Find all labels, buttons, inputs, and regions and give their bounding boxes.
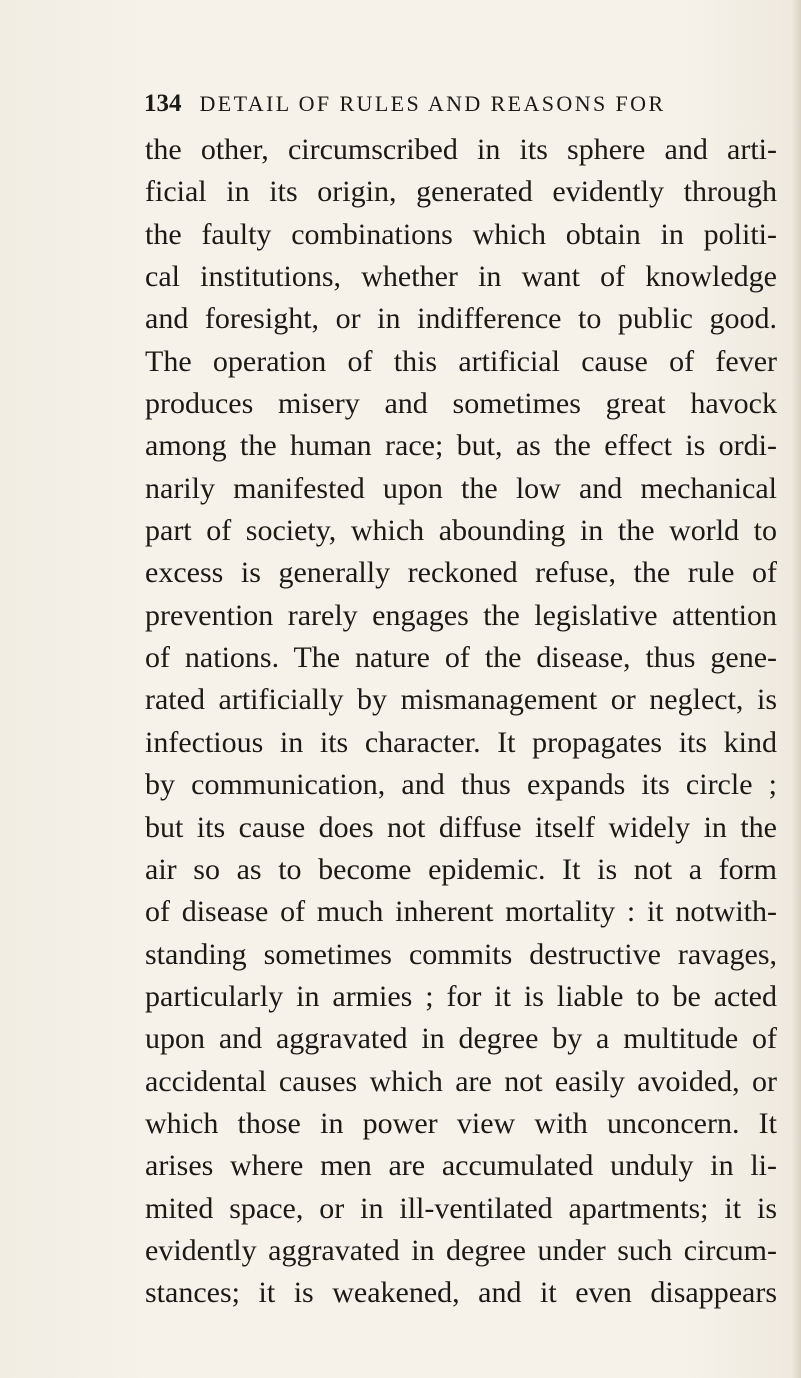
text-line: accidental causes which are not easily avoided, or bbox=[145, 1064, 777, 1098]
text-line: ficial in its origin, generated evidently through bbox=[145, 175, 777, 209]
running-title: DETAIL OF RULES AND REASONS FOR bbox=[199, 91, 666, 116]
text-line: by communication, and thus expands its circle ; bbox=[145, 768, 777, 802]
text-line: which those in power view with unconcern. It bbox=[145, 1106, 777, 1140]
text-line: air so as to become epidemic. It is not a form bbox=[145, 852, 777, 886]
text-line: mited space, or in ill-ventilated apartments; it is bbox=[145, 1191, 777, 1225]
text-line: upon and aggravated in degree by a multitude of bbox=[145, 1022, 777, 1056]
text-line: but its cause does not diffuse itself widely in the bbox=[145, 810, 777, 844]
body-text bbox=[145, 129, 777, 1315]
text-line: part of society, which abounding in the world to bbox=[145, 514, 777, 548]
text-line: excess is generally reckoned refuse, the rule of bbox=[145, 556, 777, 590]
text-line: among the human race; but, as the effect is ordi- bbox=[145, 429, 777, 463]
text-line: infectious in its character. It propagates its kind bbox=[145, 725, 777, 759]
text-line: cal institutions, whether in want of knowledge bbox=[145, 260, 777, 294]
text-line: the faulty combinations which obtain in politi- bbox=[145, 217, 777, 251]
running-header bbox=[144, 90, 784, 120]
page-edge-shadow bbox=[791, 0, 801, 1378]
page-number: 134 bbox=[144, 90, 182, 117]
text-line: of disease of much inherent mortality : it notwith- bbox=[145, 895, 777, 929]
text-line: of nations. The nature of the disease, thus gene- bbox=[145, 641, 777, 675]
text-line: arises where men are accumulated unduly in li- bbox=[145, 1149, 777, 1183]
text-line: produces misery and sometimes great havock bbox=[145, 387, 777, 421]
text-line: the other, circumscribed in its sphere and arti- bbox=[145, 133, 777, 166]
text-line: prevention rarely engages the legislative attention bbox=[145, 598, 777, 632]
text-line: and foresight, or in indifference to public good. bbox=[145, 302, 777, 336]
text-line: standing sometimes commits destructive ravages, bbox=[145, 937, 777, 971]
text-line: evidently aggravated in degree under such circum- bbox=[145, 1233, 777, 1267]
text-line: rated artificially by mismanagement or neglect, is bbox=[145, 683, 777, 717]
text-line: narily manifested upon the low and mechanical bbox=[145, 471, 777, 505]
text-line: particularly in armies ; for it is liable to be acted bbox=[145, 979, 777, 1013]
text-line: The operation of this artificial cause of fever bbox=[145, 344, 777, 378]
text-line: stances; it is weakened, and it even disappears bbox=[145, 1276, 777, 1310]
